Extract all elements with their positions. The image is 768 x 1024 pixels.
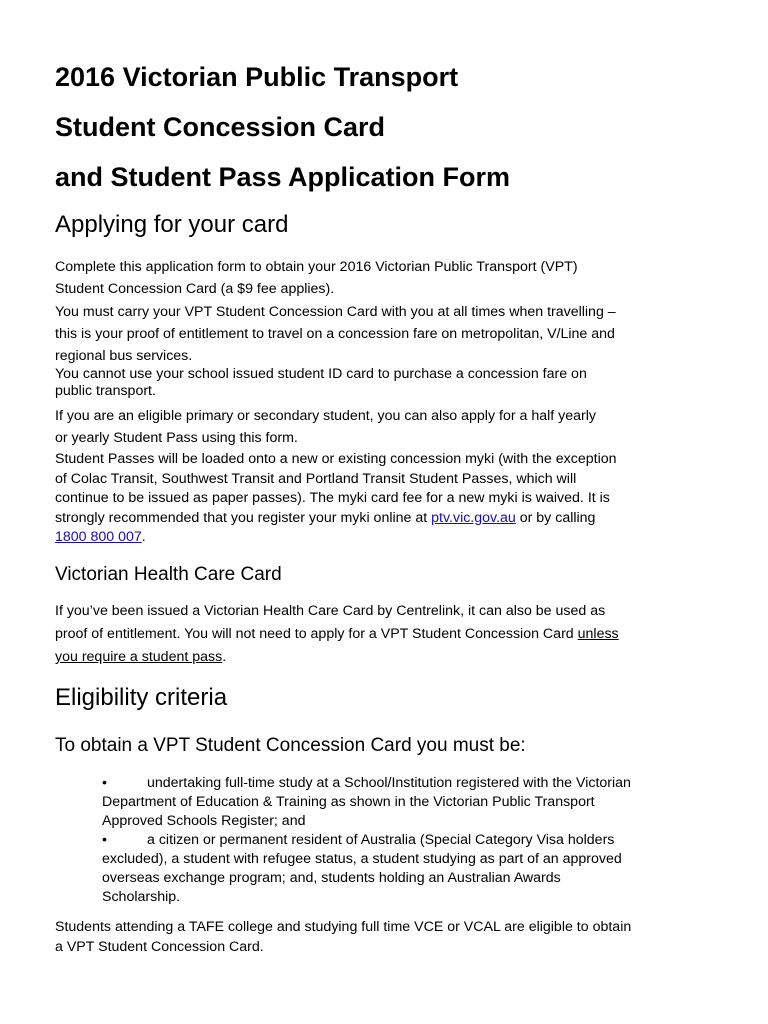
document-title-line-3: and Student Pass Application Form xyxy=(55,162,511,192)
phone-number-link[interactable]: 1800 800 007 xyxy=(55,529,142,545)
eligibility-list-item: • undertaking full-time study at a School/Institution registered with the Victorian Department of Education & Training as shown in the Victorian Public Transport Approved Schools Register; and xyxy=(102,775,631,829)
document-title-line-1: 2016 Victorian Public Transport xyxy=(55,62,459,92)
ptv-website-link[interactable]: ptv.vic.gov.au xyxy=(431,509,516,526)
applying-paragraph-3: You cannot use your school issued student ID card to purchase a concession fare on public transport. xyxy=(55,366,587,399)
eligibility-subheading: To obtain a VPT Student Concession Card you must be: xyxy=(55,735,526,756)
tafe-paragraph: Students attending a TAFE college and studying full time VCE or VCAL are eligible to obtain a VPT Student Concession Card. xyxy=(55,919,632,955)
eligibility-heading: Eligibility criteria xyxy=(55,684,228,711)
eligibility-list xyxy=(102,774,702,907)
document-title-line-2: Student Concession Card xyxy=(55,112,386,142)
applying-paragraph-4: If you are an eligible primary or secondary student, you can also apply for a half yearly or yearly Student Pass using this form. xyxy=(55,408,596,446)
health-care-card-paragraph: If you’ve been issued a Victorian Health Care Card by Centrelink, it can also be used as proof of entitlement. You will not need to apply for a VPT Student Concession Card unless you require a student pass. xyxy=(55,603,619,665)
bullet-icon: • xyxy=(102,775,107,791)
applying-paragraph-2: You must carry your VPT Student Concession Card with you at all times when travelling – this is your proof of entitlement to travel on a concession fare on metropolitan, V/Line and regional bus services. xyxy=(55,304,616,364)
eligibility-list-item: • a citizen or permanent resident of Australia (Special Category Visa holders excluded), a student with refugee status, a student studying as part of an approved overseas exchange program; and, students holding an Australian Awards Scholarship. xyxy=(102,832,622,905)
applying-paragraph-1: Complete this application form to obtain your 2016 Victorian Public Transport (VPT) Student Concession Card (a $9 fee applies). xyxy=(55,259,578,297)
applying-paragraph-5: Student Passes will be loaded onto a new or existing concession myki (with the exception of Colac Transit, Southwest Transit and Portland Transit Student Passes, which will continue to be issued as paper passes). The myki card fee for a new myki is waived. It is strongly recommended that you register your myki online at ptv.vic.gov.au or by calling 1800 800 007. xyxy=(55,451,617,545)
bullet-icon: • xyxy=(102,832,107,848)
applying-heading: Applying for your card xyxy=(55,211,289,238)
health-care-card-heading: Victorian Health Care Card xyxy=(55,564,282,585)
